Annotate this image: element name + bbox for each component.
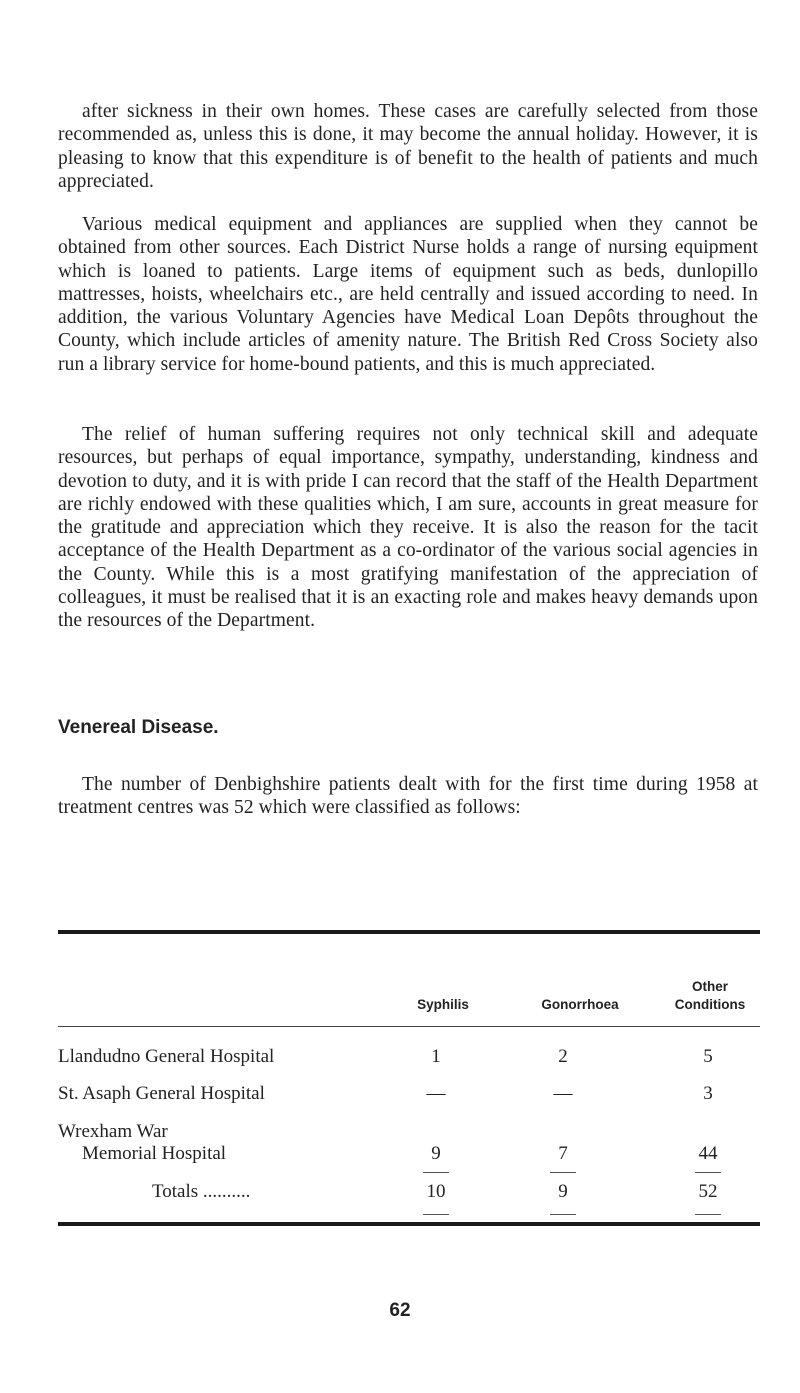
totals-syphilis: 10 — [426, 1181, 446, 1202]
header-other-line2: Conditions — [674, 997, 746, 1012]
row-llandudno-syphilis: 1 — [431, 1046, 441, 1067]
table-bottom-rule — [58, 1222, 760, 1226]
row-st-asaph-syphilis: — — [426, 1083, 446, 1104]
section-heading-venereal-disease: Venereal Disease. — [58, 717, 219, 738]
totals-gonorrhoea: 9 — [558, 1181, 568, 1202]
totals-other: 52 — [698, 1181, 718, 1202]
row-label-st-asaph: St. Asaph General Hospital — [58, 1083, 265, 1104]
row-label-wrexham-line1: Wrexham War — [58, 1121, 168, 1142]
total-rule-gonorrhoea — [550, 1214, 576, 1215]
row-label-llandudno: Llandudno General Hospital — [58, 1046, 275, 1067]
total-rule-syphilis — [423, 1214, 449, 1215]
row-wrexham-syphilis: 9 — [431, 1143, 441, 1164]
total-rule-other — [695, 1214, 721, 1215]
paragraph-home-holidays: after sickness in their own homes. These cases are carefully selected from those recommended as, unless this is done, it may become the annual holiday. However, it is pleasing to know that this expenditure is of benefit to the health of patients and much appreciated. — [58, 101, 758, 192]
paragraph-medical-equipment: Various medical equipment and appliances are supplied when they cannot be obtained from other sources. Each District Nurse holds a range of nursing equipment which is loaned to patients. Large items of equipment such as beds, dunlopillo mattresses, hoists, wheelchairs etc., are held centrally and issued according to need. In addition, the various Voluntary Agencies have Medical Loan Depôts throughout the County, which include articles of amenity nature. The British Red Cross Society also run a library service for home-bound patients, and this is much appreciated. — [58, 214, 758, 375]
subtotal-rule-syphilis — [423, 1172, 449, 1173]
row-llandudno-gonorrhoea: 2 — [558, 1046, 568, 1067]
row-llandudno-other: 5 — [703, 1046, 713, 1067]
totals-label: Totals .......... — [152, 1181, 251, 1202]
subtotal-rule-other — [695, 1172, 721, 1173]
header-rule — [58, 1026, 760, 1027]
subtotal-rule-gonorrhoea — [550, 1172, 576, 1173]
header-other-line1: Other — [691, 979, 728, 994]
row-wrexham-other: 44 — [698, 1143, 718, 1164]
row-st-asaph-gonorrhoea: — — [553, 1083, 573, 1104]
table-top-rule — [58, 930, 760, 934]
header-syphilis: Syphilis — [417, 997, 469, 1012]
paragraph-vd-intro: The number of Denbighshire patients dealt with for the first time during 1958 at treatment centres was 52 which were classified as follows: — [58, 774, 758, 819]
venereal-disease-table — [58, 930, 760, 1268]
row-label-wrexham-line2: Memorial Hospital — [82, 1143, 227, 1164]
header-gonorrhoea: Gonorrhoea — [541, 997, 619, 1012]
row-wrexham-gonorrhoea: 7 — [558, 1143, 568, 1164]
row-st-asaph-other: 3 — [703, 1083, 713, 1104]
page-number: 62 — [389, 1300, 411, 1321]
paragraph-relief-of-suffering: The relief of human suffering requires not only technical skill and adequate resources, but perhaps of equal importance, sympathy, understanding, kindness and devotion to duty, and it is with pride I can record that the staff of the Health Department are richly endowed with these qualities which, I am sure, accounts in great measure for the gratitude and appreciation which they receive. It is also the reason for the tacit acceptance of the Health Department as a co-ordinator of the various social agencies in the County. While this is a most gratifying manifestation of the appreciation of colleagues, it must be realised that it is an exacting role and makes heavy demands upon the resources of the Department. — [58, 424, 758, 632]
